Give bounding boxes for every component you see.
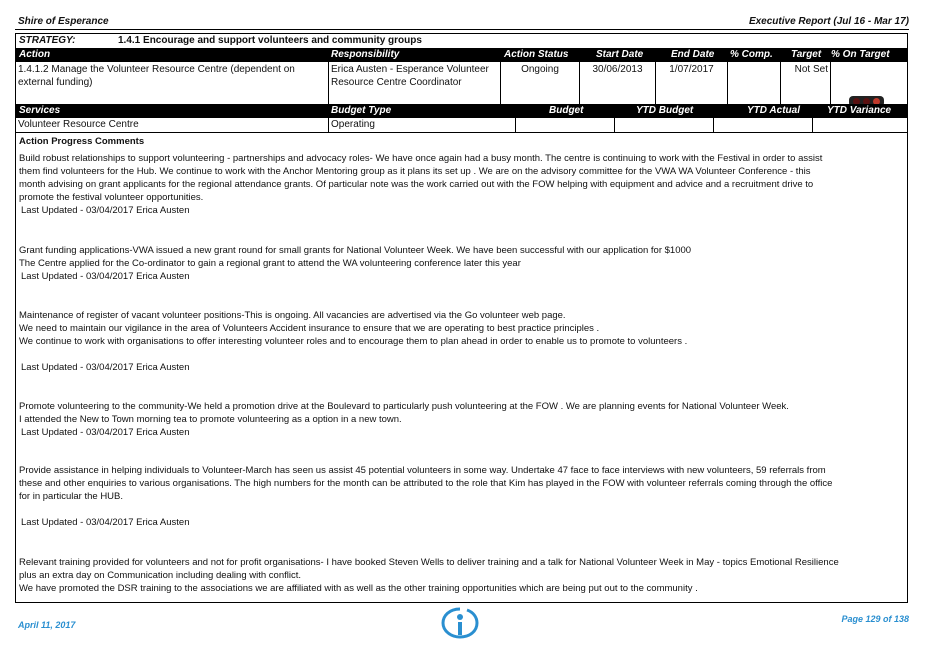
comment-text: Grant funding applications-VWA issued a new grant round for small grants for National Volunteer Week. We have been successful with our application for $1000 The Centre applied for the Co-ordinator to gain a regional grant to attend the WA volunteering conference later this year [19, 245, 692, 269]
report-title: Executive Report (Jul 16 - Mar 17) [748, 16, 909, 27]
comment-updated: Last Updated - 03/04/2017 Erica Austen [21, 517, 190, 528]
col-target: Target [791, 49, 822, 60]
action-header-bar [16, 48, 907, 62]
comment-item [19, 556, 839, 595]
org-name: Shire of Esperance [18, 16, 109, 27]
col-responsibility: Responsibility [331, 49, 400, 60]
comment-text: Build robust relationships to support volunteering - partnerships and advocacy roles- We have once again had a busy month. The centre is continuing to work with the Festival in order to assist them find volunteers for the Hub. We continue to work with the Anchor Mentoring group as it plans its set up . We are on the advisory committee for the VWA WA Volunteer Conference - this month advising on grant applicants for the regional attendance grants. Of particular note was the work carried out with the FOW helping with equipment and advice and a recruitment drive to promote the festival volunteer opportunities. [19, 153, 823, 203]
ytd-variance-cell [813, 118, 909, 132]
end-date-cell: 1/07/2017 [656, 62, 728, 104]
service-row [16, 118, 907, 133]
strategy-row [16, 34, 907, 48]
col-comp: % Comp. [730, 49, 773, 60]
col-on-target: % On Target [831, 49, 890, 60]
service-cell: Volunteer Resource Centre [16, 118, 329, 132]
shire-logo-icon [440, 606, 480, 645]
col-budget-type: Budget Type [331, 105, 392, 116]
comment-updated: Last Updated - 03/04/2017 Erica Austen [21, 205, 190, 216]
comp-cell [728, 62, 781, 104]
start-date-cell: 30/06/2013 [580, 62, 656, 104]
col-ytd-actual: YTD Actual [747, 105, 800, 116]
col-ytd-budget: YTD Budget [636, 105, 694, 116]
comment-updated: Last Updated - 03/04/2017 Erica Austen [21, 271, 190, 282]
comment-item [19, 309, 839, 400]
comment-item [19, 152, 839, 244]
header-divider [15, 29, 909, 30]
responsibility-cell: Erica Austen - Esperance Volunteer Resource Centre Coordinator [329, 62, 501, 104]
budget-cell [516, 118, 615, 132]
target-cell: Not Set [781, 62, 831, 104]
footer-page-number: Page 129 of 138 [841, 614, 909, 624]
status-cell: Ongoing [501, 62, 580, 104]
comments-list [19, 152, 839, 595]
comment-updated: Last Updated - 03/04/2017 Erica Austen [21, 427, 190, 438]
comment-item [19, 464, 839, 556]
col-ytd-variance: YTD Variance [827, 105, 892, 116]
comment-updated: Last Updated - 03/04/2017 Erica Austen [21, 362, 190, 373]
comment-text: Provide assistance in helping individuals to Volunteer-March has seen us assist 45 potential volunteers in some way. Undertake 47 face to face interviews with new volunteers, 59 referrals from these and other enquiries to various organisations. The high numbers for the month can be attributed to the role that Kim has played in the FOW with volunteer referrals coming through the office for in particular the HUB. [19, 465, 833, 502]
report-frame [15, 33, 908, 603]
footer-date: April 11, 2017 [18, 620, 76, 630]
strategy-label: STRATEGY: [19, 35, 76, 46]
col-action: Action [19, 49, 51, 60]
col-action-status: Action Status [504, 49, 569, 60]
comments-title: Action Progress Comments [19, 136, 145, 147]
action-row [16, 62, 907, 104]
action-cell: 1.4.1.2 Manage the Volunteer Resource Centre (dependent on external funding) [16, 62, 329, 104]
comment-text: Relevant training provided for volunteers and not for profit organisations- I have booked Steven Wells to deliver training and a talk for National Volunteer Week in May - topics Emotional Resilience plus an extra day on Communication including dealing with conflict. We have promoted the DSR training to the associations we are affiliated with as well as the other training opportunities which are being put out to the community . [19, 557, 839, 594]
ytd-actual-cell [714, 118, 813, 132]
budget-type-cell: Operating [329, 118, 516, 132]
comment-text: Maintenance of register of vacant volunteer positions-This is ongoing. All vacancies are advertised via the Go volunteer web page. We need to maintain our vigilance in the area of Volunteers Accident insurance to ensure that we are operating to best practice principles . We continue to work with organisations to offer interesting volunteer roles and to encourage them to plan ahead in order to enable us to promote to volunteers . [19, 310, 688, 347]
comment-text: Promote volunteering to the community-We held a promotion drive at the Boulevard to particularly push volunteering at the FOW . We are planning events for National Volunteer Week. I attended the New to Town morning tea to promote volunteering as a option in a new town. [19, 401, 789, 425]
col-services: Services [19, 105, 61, 116]
col-budget: Budget [549, 105, 584, 116]
strategy-text: 1.4.1 Encourage and support volunteers and community groups [118, 35, 422, 46]
col-start-date: Start Date [596, 49, 644, 60]
col-end-date: End Date [671, 49, 715, 60]
comment-item [19, 400, 839, 464]
services-header-bar [16, 104, 907, 118]
comment-item [19, 244, 839, 309]
ytd-budget-cell [615, 118, 714, 132]
